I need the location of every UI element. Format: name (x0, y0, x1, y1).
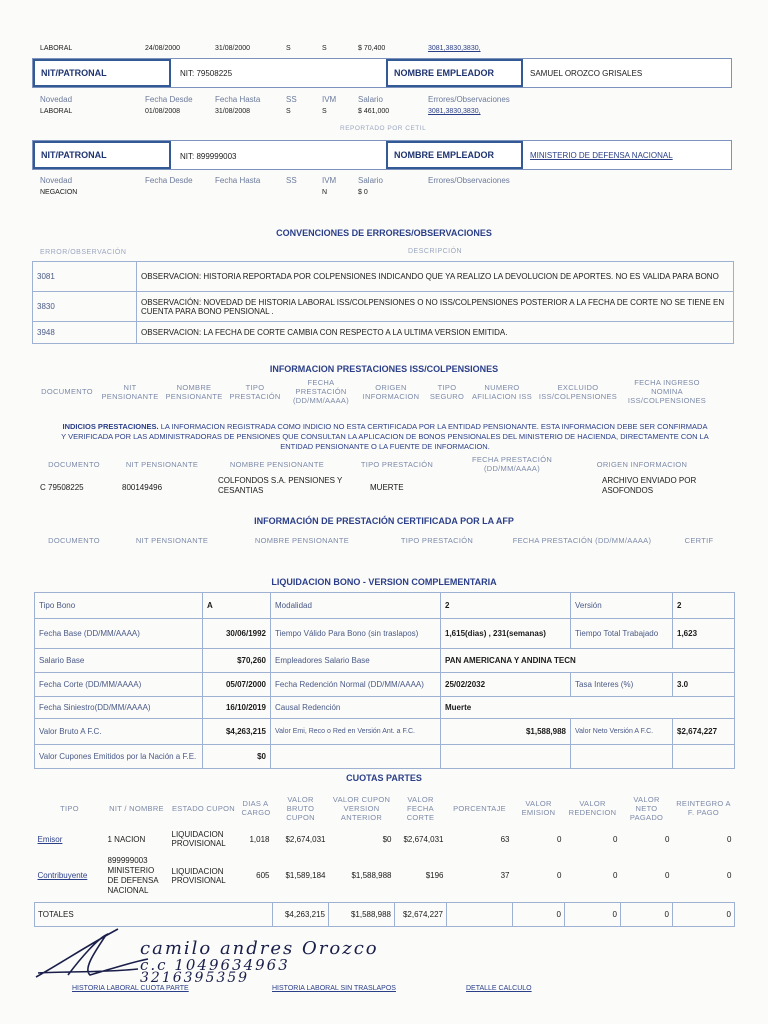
cuota-bruto: $1,589,184 (285, 871, 326, 881)
signature-cc: c.c 1049634963 (140, 956, 290, 974)
piss-h: FECHA INGRESO NOMINA ISS/COLPENSIONES (627, 378, 707, 405)
empty-cell (271, 745, 441, 769)
cuota-estado: LIQUIDACION PROVISIONAL (171, 830, 226, 848)
row-salario: $ 461,000 (358, 108, 390, 115)
afp-h: CERTIF (684, 536, 714, 545)
cuota-emision: 0 (557, 871, 562, 881)
cuotas-h: VALOR CUPON VERSION ANTERIOR (332, 794, 391, 822)
cuota-estado: LIQUIDACION PROVISIONAL (171, 866, 226, 885)
empleador-value-2-link[interactable]: MINISTERIO DE DEFENSA NACIONAL (530, 151, 673, 160)
piss-h: FECHA PRESTACIÓN (DD/MM/AAAA) (292, 378, 350, 405)
detalle-calculo-link[interactable]: DETALLE CALCULO (466, 985, 532, 992)
cuota-tipo-link[interactable]: Contribuyente (37, 871, 88, 881)
cuotas-title: CUOTAS PARTES (346, 773, 422, 783)
liquidacion-table (34, 592, 735, 769)
table-row (35, 850, 735, 902)
cuotas-h: PORCENTAJE (453, 803, 506, 813)
cuota-reintegro: 0 (727, 871, 732, 881)
indicios-headers (36, 455, 736, 473)
fecha-siniestro-label: Fecha Siniestro(DD/MM/AAAA) (35, 697, 203, 719)
ind-nit: 800149496 (122, 483, 163, 492)
fecha-base-label: Fecha Base (DD/MM/AAAA) (35, 619, 203, 649)
row2-ivm: N (322, 189, 328, 196)
prestaciones-iss-headers (36, 378, 736, 405)
ind-h: NIT PENSIONANTE (125, 459, 199, 469)
empty-cell (673, 745, 735, 769)
cuota-neto: 0 (665, 834, 670, 844)
tiempo-valido-value: 1,615(dias) , 231(semanas) (441, 619, 571, 649)
ind-nombre: COLFONDOS S.A. PENSIONES Y CESANTIAS (218, 476, 343, 495)
hdr2-salario: Salario (358, 176, 383, 185)
valor-neto-value: $2,674,227 (673, 719, 735, 745)
hdr2-ivm: IVM (322, 176, 337, 185)
hdr2-hasta: Fecha Hasta (215, 176, 261, 185)
hdr-novedad: Novedad (40, 95, 73, 104)
causal-value: Muerte (441, 697, 735, 719)
hdr2-errores: Errores/Observaciones (428, 176, 510, 185)
hdr-salario: Salario (358, 95, 383, 104)
row2-novedad: NEGACION (40, 189, 78, 196)
row-ivm: S (322, 108, 327, 115)
fecha-base-value: 30/06/1992 (203, 619, 271, 649)
conv-row (33, 292, 734, 322)
modalidad-value: 2 (441, 593, 571, 619)
signature-scribble (28, 925, 158, 985)
conv-desc: OBSERVACION: LA FECHA DE CORTE CAMBIA CON RESPECTO A LA ULTIMA VERSION EMITIDA. (137, 322, 734, 344)
tasa-label: Tasa Interes (%) (571, 673, 673, 697)
ind-h: NOMBRE PENSIONANTE (229, 459, 325, 469)
top-desde: 24/08/2000 (145, 45, 181, 52)
cuotas-h: DIAS A CARGO (241, 799, 271, 817)
totales-redencion: 0 (565, 902, 621, 926)
tipo-bono-value: A (203, 593, 271, 619)
cuota-anterior: $0 (382, 834, 392, 844)
empty-cell (447, 902, 513, 926)
cuotas-h: VALOR NETO PAGADO (629, 794, 664, 822)
tiempo-valido-label: Tiempo Válido Para Bono (sin traslapos) (271, 619, 441, 649)
afp-h: DOCUMENTO (48, 536, 100, 545)
totales-reintegro: 0 (673, 902, 735, 926)
cuotas-h: ESTADO CUPON (171, 803, 236, 813)
afp-h: TIPO PRESTACIÓN (400, 536, 474, 545)
piss-h: NUMERO AFILIACION ISS (471, 382, 533, 401)
cuotas-h: VALOR FECHA CORTE (406, 794, 435, 822)
hdr-hasta: Fecha Hasta (215, 95, 261, 104)
tipo-bono-label: Tipo Bono (35, 593, 203, 619)
totales-row (35, 902, 735, 926)
piss-h: TIPO SEGURO (429, 382, 465, 401)
afp-title: INFORMACIÓN DE PRESTACIÓN CERTIFICADA POR LA AFP (254, 516, 514, 526)
row-hasta: 31/08/2008 (215, 108, 251, 115)
empleador-value: SAMUEL OROZCO GRISALES (530, 69, 643, 78)
fecha-corte-label: Fecha Corte (DD/MM/AAAA) (35, 673, 203, 697)
piss-h: TIPO PRESTACIÓN (229, 382, 281, 401)
hdr2-ss: SS (286, 176, 297, 185)
conv-desc: OBSERVACION: HISTORIA REPORTADA POR COLPENSIONES INDICANDO QUE YA REALIZO LA DEVOLUCION DE APORTES. NO ES VALIDA PARA BONO (137, 262, 734, 292)
cupones-value: $0 (203, 745, 271, 769)
ind-tipo: MUERTE (370, 483, 404, 492)
top-errores-link[interactable]: 3081,3830,3830, (428, 45, 481, 52)
nit-patronal-label-2: NIT/PATRONAL (33, 141, 171, 169)
piss-h: ORIGEN INFORMACION (362, 382, 420, 401)
cuota-porcentaje: 37 (500, 871, 510, 881)
cuotas-h: REINTEGRO A F. PAGO (676, 799, 731, 817)
version-label: Versión (571, 593, 673, 619)
liquidacion-title: LIQUIDACION BONO - VERSION COMPLEMENTARIA (271, 577, 497, 587)
valor-bruto-value: $4,263,215 (203, 719, 271, 745)
cuota-redencion: 0 (613, 871, 618, 881)
row-ss: S (286, 108, 291, 115)
cuota-corte: $196 (425, 871, 444, 881)
totales-neto: 0 (621, 902, 673, 926)
totales-corte: $2,674,227 (395, 902, 447, 926)
table-row (35, 828, 735, 850)
cuotas-table (34, 788, 735, 927)
hdr-ss: SS (286, 95, 297, 104)
empty-cell (571, 745, 673, 769)
conv-row (33, 322, 734, 344)
totales-label: TOTALES (35, 902, 273, 926)
totales-anterior: $1,588,988 (329, 902, 395, 926)
ind-h: TIPO PRESTACIÓN (360, 459, 434, 469)
causal-label: Causal Redención (271, 697, 441, 719)
totales-bruto: $4,263,215 (273, 902, 329, 926)
empty-cell (441, 745, 571, 769)
hdr-desde: Fecha Desde (145, 95, 193, 104)
empleadores-label: Empleadores Salario Base (271, 649, 441, 673)
cuotas-h: VALOR BRUTO CUPON (286, 794, 315, 822)
piss-h: NOMBRE PENSIONANTE (165, 382, 223, 401)
indicios-note (60, 422, 710, 452)
row-novedad: LABORAL (40, 108, 73, 115)
ind-documento: C 79508225 (40, 483, 84, 492)
afp-headers (36, 536, 736, 545)
conv-code: 3830 (33, 292, 137, 322)
cuota-tipo-link[interactable]: Emisor (37, 834, 63, 844)
cuotas-h: TIPO (60, 803, 79, 813)
indicios-title: INDICIOS PRESTACIONES. (62, 422, 159, 431)
hdr2-desde: Fecha Desde (145, 176, 193, 185)
top-ivm: S (322, 45, 327, 52)
piss-h: NIT PENSIONANTE (101, 382, 159, 401)
ind-h: DOCUMENTO (48, 459, 100, 469)
top-salario: $ 70,400 (358, 45, 386, 52)
row-desde: 01/08/2008 (145, 108, 181, 115)
cuota-dias: 605 (256, 871, 270, 881)
empleador-label: NOMBRE EMPLEADOR (386, 59, 523, 87)
cuota-bruto: $2,674,031 (285, 834, 326, 844)
cuotas-h: NIT / NOMBRE (109, 803, 164, 813)
cuota-porcentaje: 63 (500, 834, 510, 844)
valor-bruto-label: Valor Bruto A F.C. (35, 719, 203, 745)
afp-h: NIT PENSIONANTE (135, 536, 209, 545)
cuota-nit: 1 NACION (107, 834, 146, 844)
cuota-emision: 0 (557, 834, 562, 844)
conv-code: 3948 (33, 322, 137, 344)
cuota-nit: 899999003 MINISTERIO DE DEFENSA NACIONAL (107, 855, 159, 895)
conv-code: 3081 (33, 262, 137, 292)
tiempo-total-value: 1,623 (673, 619, 735, 649)
cuota-anterior: $1,588,988 (351, 871, 392, 881)
nit-value: NIT: 79508225 (180, 69, 233, 78)
cuotas-h: VALOR REDENCION (568, 799, 617, 817)
cuotas-header-row (35, 788, 735, 828)
piss-h: EXCLUIDO ISS/COLPENSIONES (538, 382, 618, 401)
salario-base-value: $70,260 (203, 649, 271, 673)
conv-desc: OBSERVACIÓN: NOVEDAD DE HISTORIA LABORAL ISS/COLPENSIONES O NO ISS/COLPENSIONES POSTERIOR A LA FECHA DE CORTE NO SE TIENE EN CUENTA PARA BONO PENSIONAL . (137, 292, 734, 322)
ind-h: ORIGEN INFORMACION (596, 459, 688, 469)
tiempo-total-label: Tiempo Total Trabajado (571, 619, 673, 649)
row2-salario: $ 0 (358, 189, 368, 196)
cuota-corte: $2,674,031 (403, 834, 444, 844)
convenciones-table (32, 261, 734, 344)
row-errores-link[interactable]: 3081,3830,3830, (428, 108, 481, 115)
cuotas-h: VALOR EMISION (521, 799, 556, 817)
indicios-text: LA INFORMACION REGISTRADA COMO INDICIO NO ESTA CERTIFICADA POR LA ENTIDAD PENSIONANTE. ESTA INFORMACION DEBE SER CONFIRMADA Y VERIFICADA POR LAS ADMINISTRADORAS DE PENSIONES QUE CONSULTAN LA APLICACION DE BONOS PENSIONALES DEL MINISTERIO DE HACIENDA, DIRECTAMENTE CON LA ENTIDAD PENSIONANTE O LA FUENTE DE INFORMACION. (61, 422, 709, 451)
nit-patronal-label: NIT/PATRONAL (33, 59, 171, 87)
conv-col-desc: DESCRIPCIÓN (408, 248, 463, 255)
convenciones-title: CONVENCIONES DE ERRORES/OBSERVACIONES (276, 228, 492, 238)
cuota-reintegro: 0 (727, 834, 732, 844)
afp-h: NOMBRE PENSIONANTE (254, 536, 350, 545)
top-ss: S (286, 45, 291, 52)
cupones-label: Valor Cupones Emitidos por la Nación a F.E. (35, 745, 203, 769)
ind-origen: ARCHIVO ENVIADO POR ASOFONDOS (602, 476, 697, 495)
totales-emision: 0 (513, 902, 565, 926)
historia-cuota-parte-link[interactable]: HISTORIA LABORAL CUOTA PARTE (72, 985, 189, 992)
signature-phone: 3216395359 (140, 970, 250, 986)
piss-h: DOCUMENTO (41, 387, 93, 396)
empleadores-value: PAN AMERICANA Y ANDINA TECN (441, 649, 735, 673)
fecha-corte-value: 05/07/2000 (203, 673, 271, 697)
nit-value-2: NIT: 899999003 (180, 152, 237, 161)
hdr-errores: Errores/Observaciones (428, 95, 510, 104)
conv-col-code: ERROR/OBSERVACIÓN (40, 249, 127, 256)
modalidad-label: Modalidad (271, 593, 441, 619)
version-value: 2 (673, 593, 735, 619)
valor-emi-label: Valor Emi, Reco o Red en Versión Ant. a F.C. (271, 719, 441, 745)
historia-sin-traslapos-link[interactable]: HISTORIA LABORAL SIN TRASLAPOS (272, 985, 396, 992)
empleador-label-2: NOMBRE EMPLEADOR (386, 141, 523, 169)
signature-name: camilo andres Orozco (140, 938, 379, 959)
top-novedad: LABORAL (40, 45, 73, 52)
cuota-dias: 1,018 (249, 834, 270, 844)
conv-row (33, 262, 734, 292)
ind-h: FECHA PRESTACIÓN (DD/MM/AAAA) (471, 455, 553, 473)
fecha-redencion-label: Fecha Redención Normal (DD/MM/AAAA) (271, 673, 441, 697)
top-hasta: 31/08/2000 (215, 45, 251, 52)
valor-emi-value: $1,588,988 (441, 719, 571, 745)
fecha-siniestro-value: 16/10/2019 (203, 697, 271, 719)
cuota-redencion: 0 (613, 834, 618, 844)
cuota-neto: 0 (665, 871, 670, 881)
prestaciones-iss-title: INFORMACION PRESTACIONES ISS/COLPENSIONES (269, 364, 499, 374)
valor-neto-label: Valor Neto Versión A F.C. (571, 719, 673, 745)
reportado-cetil: REPORTADO POR CETIL (340, 125, 427, 132)
fecha-redencion-value: 25/02/2032 (441, 673, 571, 697)
afp-h: FECHA PRESTACIÓN (DD/MM/AAAA) (512, 536, 652, 545)
hdr-ivm: IVM (322, 95, 337, 104)
salario-base-label: Salario Base (35, 649, 203, 673)
tasa-value: 3.0 (673, 673, 735, 697)
hdr2-novedad: Novedad (40, 176, 73, 185)
